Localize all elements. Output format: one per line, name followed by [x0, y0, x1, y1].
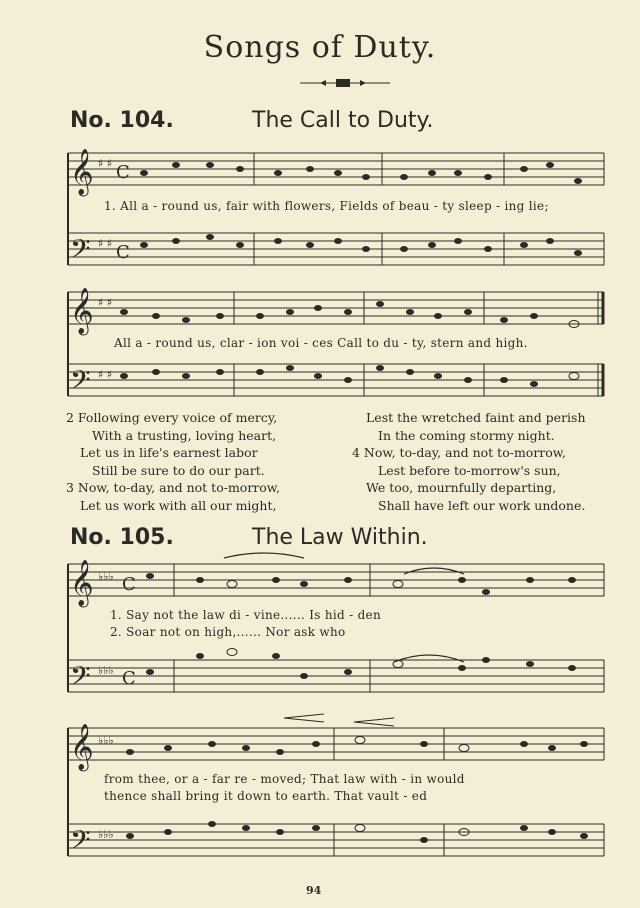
svg-text:C: C [116, 162, 130, 183]
hymn-105-lyric-line-2-verse-2: thence shall bring it down to earth. That vault - ed [104, 789, 428, 803]
svg-text:♭♭♭: ♭♭♭ [98, 570, 114, 583]
svg-text:𝄢: 𝄢 [70, 824, 91, 862]
page-title: Songs of Duty. [203, 30, 437, 65]
svg-text:𝄞: 𝄞 [70, 724, 94, 770]
verse-line: With a trusting, loving heart, [92, 427, 277, 443]
verse-line: Let us in life's earnest labor [80, 445, 258, 460]
svg-text:♯ ♯: ♯ ♯ [98, 296, 113, 309]
verse-line: 4 Now, to-day, and not to-morrow, [352, 445, 566, 460]
hymn-104-title: The Call to Duty. [252, 108, 434, 133]
svg-text:C: C [116, 242, 130, 263]
verse-line: In the coming stormy night. [378, 427, 555, 443]
hymn-105-lyric-line-1-verse-2: 2. Soar not on high,...... Nor ask who [110, 625, 346, 639]
svg-text:𝄞: 𝄞 [70, 149, 94, 195]
hymn-104-verses-left [66, 409, 280, 514]
hymn-104-number: No. 104. [70, 108, 174, 133]
page-number: 94 [306, 884, 322, 897]
hymn-104-verses-right [352, 409, 586, 514]
svg-text:♭♭♭: ♭♭♭ [98, 664, 114, 677]
verse-line: Let us work with all our might, [80, 497, 277, 513]
svg-text:♯ ♯: ♯ ♯ [98, 368, 113, 381]
svg-text:♭♭♭: ♭♭♭ [98, 828, 114, 841]
hymn-105-lyric-line-2-verse-1: from thee, or a - far re - moved; That law with - in would [104, 772, 465, 786]
title-ornament [300, 78, 390, 88]
svg-text:♭♭♭: ♭♭♭ [98, 734, 114, 747]
verse-line: We too, mournfully departing, [366, 480, 557, 495]
hymn-105-lyric-line-1-verse-1: 1. Say not the law di - vine...... Is hid - den [110, 608, 381, 622]
hymn-105-number: No. 105. [70, 525, 174, 550]
verse-line: Shall have left our work undone. [378, 497, 586, 513]
svg-text:𝄞: 𝄞 [70, 288, 94, 334]
svg-text:♯ ♯: ♯ ♯ [98, 157, 113, 170]
verse-line: Lest the wretched faint and perish [366, 410, 586, 425]
svg-text:𝄞: 𝄞 [70, 560, 94, 606]
verse-line: Still be sure to do our part. [92, 462, 265, 478]
verse-line: Lest before to-morrow's sun, [378, 462, 561, 478]
svg-text:𝄢: 𝄢 [70, 233, 91, 271]
verse-line: 3 Now, to-day, and not to-morrow, [66, 480, 280, 495]
verse-line: 2 Following every voice of mercy, [66, 410, 278, 425]
hymn-104-lyric-line-2: All a - round us, clar - ion voi - ces Call to du - ty, stern and high. [114, 336, 528, 350]
svg-text:♯ ♯: ♯ ♯ [98, 237, 113, 250]
hymn-104-lyric-line-1: 1. All a - round us, fair with flowers, Fields of beau - ty sleep - ing lie; [104, 199, 549, 213]
svg-text:𝄢: 𝄢 [70, 364, 91, 402]
svg-text:C: C [122, 574, 136, 595]
svg-text:C: C [122, 668, 136, 689]
hymn-105-title: The Law Within. [252, 525, 428, 550]
hymn-104-system-2 [64, 284, 612, 416]
svg-text:𝄢: 𝄢 [70, 660, 91, 698]
